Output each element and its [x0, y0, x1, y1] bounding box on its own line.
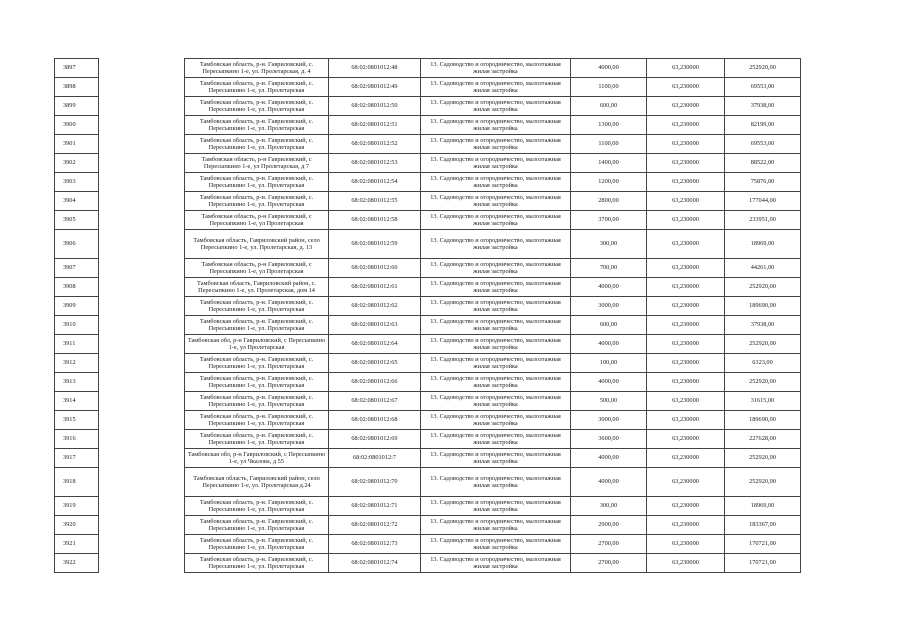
land-use-cell: 13. Садоводство и огородничество, малоэтажная жилая застройка	[421, 411, 571, 430]
blank-cell	[99, 135, 185, 154]
cadastral-value-cell: 177044,00	[725, 192, 801, 211]
land-use-cell: 13. Садоводство и огородничество, малоэтажная жилая застройка	[421, 297, 571, 316]
table-row	[55, 535, 801, 554]
area-cell: 700,00	[571, 259, 647, 278]
row-number: 3921	[55, 535, 99, 554]
area-cell: 1400,00	[571, 154, 647, 173]
specific-value-cell: 63,230000	[647, 192, 725, 211]
land-use-cell: 13. Садоводство и огородничество, малоэтажная жилая застройка	[421, 497, 571, 516]
address-cell: Тамбовская область, р-н. Гавриловский, с. Пересыпкино 1-е, ул. Пролетарская	[185, 135, 329, 154]
specific-value-cell: 63,230000	[647, 278, 725, 297]
address-cell: Тамбовская область, р-н. Гавриловский, с. Пересыпкино 1-е, ул. Пролетарская	[185, 516, 329, 535]
cadastral-number-cell: 68:02:0801012:65	[329, 354, 421, 373]
address-cell: Тамбовская область, р-н. Гавриловский, с. Пересыпкино 1-е, ул. Пролетарская	[185, 297, 329, 316]
land-use-cell: 13. Садоводство и огородничество, малоэтажная жилая застройка	[421, 278, 571, 297]
cadastral-value-cell: 233951,00	[725, 211, 801, 230]
area-cell: 500,00	[571, 392, 647, 411]
area-cell: 4000,00	[571, 468, 647, 497]
area-cell: 4000,00	[571, 449, 647, 468]
area-cell: 4000,00	[571, 335, 647, 354]
land-use-cell: 13. Садоводство и огородничество, малоэтажная жилая застройка	[421, 535, 571, 554]
cadastral-value-cell: 18969,00	[725, 497, 801, 516]
land-use-cell: 13. Садоводство и огородничество, малоэтажная жилая застройка	[421, 192, 571, 211]
area-cell: 3000,00	[571, 411, 647, 430]
cadastral-value-cell: 75876,00	[725, 173, 801, 192]
row-number: 3916	[55, 430, 99, 449]
cadastral-number-cell: 68:02:0801012:52	[329, 135, 421, 154]
land-use-cell: 13. Садоводство и огородничество, малоэтажная жилая застройка	[421, 230, 571, 259]
table-row	[55, 278, 801, 297]
specific-value-cell: 63,230000	[647, 154, 725, 173]
cadastral-number-cell: 68:02:0801012:61	[329, 278, 421, 297]
blank-cell	[99, 116, 185, 135]
table-row	[55, 411, 801, 430]
blank-cell	[99, 230, 185, 259]
address-cell: Тамбовская область, р-н. Гавриловский, с. Пересыпкино 1-е, ул. Пролетарская	[185, 430, 329, 449]
specific-value-cell: 63,230000	[647, 97, 725, 116]
specific-value-cell: 63,230000	[647, 430, 725, 449]
table-row	[55, 211, 801, 230]
specific-value-cell: 63,230000	[647, 497, 725, 516]
cadastral-number-cell: 68:02:0801012:54	[329, 173, 421, 192]
address-cell: Тамбовская область, р-н. Гавриловский, с. Пересыпкино 1-е, ул. Пролетарская, д. 4	[185, 59, 329, 78]
row-number: 3899	[55, 97, 99, 116]
address-cell: Тамбовская область, Гавриловский район, село Пересыпкино 1-е, ул. Пролетарская, д. 13	[185, 230, 329, 259]
specific-value-cell: 63,230000	[647, 354, 725, 373]
cadastral-value-cell: 82199,00	[725, 116, 801, 135]
area-cell: 4000,00	[571, 373, 647, 392]
table-row	[55, 297, 801, 316]
specific-value-cell: 63,230000	[647, 554, 725, 573]
address-cell: Тамбовская область, р-н Гавриловский, с Пересыпкино 1-е, ул Пролетарская	[185, 211, 329, 230]
specific-value-cell: 63,230000	[647, 516, 725, 535]
cadastral-value-cell: 189690,00	[725, 411, 801, 430]
address-cell: Тамбовская обл, р-н Гавриловский, с Пересыпкино 1-е, ул Чкалова, д 55	[185, 449, 329, 468]
row-number: 3918	[55, 468, 99, 497]
specific-value-cell: 63,230000	[647, 468, 725, 497]
specific-value-cell: 63,230000	[647, 135, 725, 154]
area-cell: 2700,00	[571, 535, 647, 554]
area-cell: 300,00	[571, 230, 647, 259]
cadastral-number-cell: 68:02:0801012:55	[329, 192, 421, 211]
specific-value-cell: 63,230000	[647, 59, 725, 78]
table-row	[55, 192, 801, 211]
cadastral-number-cell: 68:02:0801012:69	[329, 430, 421, 449]
blank-cell	[99, 211, 185, 230]
blank-cell	[99, 316, 185, 335]
table-row	[55, 554, 801, 573]
blank-cell	[99, 78, 185, 97]
land-use-cell: 13. Садоводство и огородничество, малоэтажная жилая застройка	[421, 78, 571, 97]
blank-cell	[99, 97, 185, 116]
area-cell: 1100,00	[571, 135, 647, 154]
area-cell: 300,00	[571, 497, 647, 516]
cadastral-value-cell: 252920,00	[725, 468, 801, 497]
cadastral-number-cell: 68:02:0801012:7	[329, 449, 421, 468]
specific-value-cell: 63,230000	[647, 411, 725, 430]
row-number: 3907	[55, 259, 99, 278]
cadastral-number-cell: 68:02:0801012:63	[329, 316, 421, 335]
cadastral-number-cell: 68:02:0801012:72	[329, 516, 421, 535]
address-cell: Тамбовская область, р-н. Гавриловский, с. Пересыпкино 1-е, ул. Пролетарская	[185, 97, 329, 116]
address-cell: Тамбовская область, р-н. Гавриловский, с. Пересыпкино 1-е, ул. Пролетарская	[185, 373, 329, 392]
cadastral-value-cell: 31615,00	[725, 392, 801, 411]
blank-cell	[99, 449, 185, 468]
table-row	[55, 468, 801, 497]
cadastral-value-table	[54, 58, 801, 573]
specific-value-cell: 63,230000	[647, 78, 725, 97]
blank-cell	[99, 173, 185, 192]
cadastral-number-cell: 68:02:0801012:49	[329, 78, 421, 97]
cadastral-value-cell: 44261,00	[725, 259, 801, 278]
land-use-cell: 13. Садоводство и огородничество, малоэтажная жилая застройка	[421, 135, 571, 154]
blank-cell	[99, 497, 185, 516]
table-row	[55, 335, 801, 354]
row-number: 3898	[55, 78, 99, 97]
cadastral-number-cell: 68:02:0801012:66	[329, 373, 421, 392]
land-use-cell: 13. Садоводство и огородничество, малоэтажная жилая застройка	[421, 154, 571, 173]
address-cell: Тамбовская область, р-н Гавриловский, с Пересыпкино 1-е, ул Пролетарская, д 7	[185, 154, 329, 173]
table-row	[55, 316, 801, 335]
land-use-cell: 13. Садоводство и огородничество, малоэтажная жилая застройка	[421, 516, 571, 535]
area-cell: 1200,00	[571, 173, 647, 192]
cadastral-number-cell: 68:02:0801012:48	[329, 59, 421, 78]
land-use-cell: 13. Садоводство и огородничество, малоэтажная жилая застройка	[421, 316, 571, 335]
address-cell: Тамбовская область, р-н. Гавриловский, с. Пересыпкино 1-е, ул. Пролетарская	[185, 411, 329, 430]
land-use-cell: 13. Садоводство и огородничество, малоэтажная жилая застройка	[421, 554, 571, 573]
address-cell: Тамбовская обл, р-н Гавриловский, с Пересыпкино 1-е, ул Пролетарская	[185, 335, 329, 354]
land-use-cell: 13. Садоводство и огородничество, малоэтажная жилая застройка	[421, 354, 571, 373]
table-row	[55, 497, 801, 516]
table-row	[55, 449, 801, 468]
blank-cell	[99, 278, 185, 297]
address-cell: Тамбовская область, р-н Гавриловский, с Пересыпкино 1-е, ул Пролетарская	[185, 259, 329, 278]
specific-value-cell: 63,230000	[647, 392, 725, 411]
cadastral-number-cell: 68:02:0801012:73	[329, 535, 421, 554]
blank-cell	[99, 259, 185, 278]
land-use-cell: 13. Садоводство и огородничество, малоэтажная жилая застройка	[421, 211, 571, 230]
area-cell: 4000,00	[571, 59, 647, 78]
blank-cell	[99, 392, 185, 411]
blank-cell	[99, 411, 185, 430]
land-use-cell: 13. Садоводство и огородничество, малоэтажная жилая застройка	[421, 259, 571, 278]
area-cell: 3700,00	[571, 211, 647, 230]
blank-cell	[99, 354, 185, 373]
address-cell: Тамбовская область, р-н. Гавриловский, с. Пересыпкино 1-е, ул. Пролетарская	[185, 116, 329, 135]
cadastral-value-cell: 252920,00	[725, 278, 801, 297]
address-cell: Тамбовская область, р-н. Гавриловский, с. Пересыпкино 1-е, ул. Пролетарская	[185, 316, 329, 335]
cadastral-value-cell: 69553,00	[725, 135, 801, 154]
table-row	[55, 259, 801, 278]
table-row	[55, 78, 801, 97]
address-cell: Тамбовская область, р-н. Гавриловский, с. Пересыпкино 1-е, ул. Пролетарская	[185, 173, 329, 192]
blank-cell	[99, 192, 185, 211]
cadastral-value-cell: 252920,00	[725, 59, 801, 78]
table-row	[55, 230, 801, 259]
blank-cell	[99, 373, 185, 392]
row-number: 3919	[55, 497, 99, 516]
cadastral-value-cell: 18969,00	[725, 230, 801, 259]
row-number: 3897	[55, 59, 99, 78]
cadastral-number-cell: 68:02:0801012:50	[329, 97, 421, 116]
cadastral-value-cell: 189690,00	[725, 297, 801, 316]
cadastral-value-cell: 183367,00	[725, 516, 801, 535]
row-number: 3915	[55, 411, 99, 430]
specific-value-cell: 63,230000	[647, 259, 725, 278]
blank-cell	[99, 59, 185, 78]
row-number: 3908	[55, 278, 99, 297]
table-row	[55, 354, 801, 373]
land-use-cell: 13. Садоводство и огородничество, малоэтажная жилая застройка	[421, 173, 571, 192]
row-number: 3901	[55, 135, 99, 154]
cadastral-value-cell: 88522,00	[725, 154, 801, 173]
land-use-cell: 13. Садоводство и огородничество, малоэтажная жилая застройка	[421, 59, 571, 78]
specific-value-cell: 63,230000	[647, 211, 725, 230]
blank-cell	[99, 554, 185, 573]
land-use-cell: 13. Садоводство и огородничество, малоэтажная жилая застройка	[421, 392, 571, 411]
row-number: 3909	[55, 297, 99, 316]
row-number: 3902	[55, 154, 99, 173]
blank-cell	[99, 335, 185, 354]
table-body	[55, 59, 801, 573]
land-use-cell: 13. Садоводство и огородничество, малоэтажная жилая застройка	[421, 449, 571, 468]
cadastral-value-cell: 37938,00	[725, 316, 801, 335]
cadastral-value-cell: 252920,00	[725, 373, 801, 392]
specific-value-cell: 63,230000	[647, 373, 725, 392]
cadastral-value-cell: 170721,00	[725, 554, 801, 573]
address-cell: Тамбовская область, р-н. Гавриловский, с. Пересыпкино 1-е, ул. Пролетарская	[185, 535, 329, 554]
area-cell: 1300,00	[571, 116, 647, 135]
cadastral-number-cell: 68:02:0801012:60	[329, 259, 421, 278]
table-row	[55, 116, 801, 135]
row-number: 3920	[55, 516, 99, 535]
blank-cell	[99, 535, 185, 554]
cadastral-number-cell: 68:02:0801012:68	[329, 411, 421, 430]
cadastral-value-cell: 227628,00	[725, 430, 801, 449]
specific-value-cell: 63,230000	[647, 449, 725, 468]
area-cell: 4000,00	[571, 278, 647, 297]
row-number: 3913	[55, 373, 99, 392]
area-cell: 600,00	[571, 316, 647, 335]
specific-value-cell: 63,230000	[647, 230, 725, 259]
row-number: 3900	[55, 116, 99, 135]
address-cell: Тамбовская область, р-н. Гавриловский, с. Пересыпкино 1-е, ул. Пролетарская	[185, 392, 329, 411]
cadastral-value-cell: 37938,00	[725, 97, 801, 116]
table-row	[55, 154, 801, 173]
blank-cell	[99, 154, 185, 173]
table-row	[55, 392, 801, 411]
table-row	[55, 516, 801, 535]
table-row	[55, 373, 801, 392]
cadastral-number-cell: 68:02:0801012:70	[329, 468, 421, 497]
area-cell: 2700,00	[571, 554, 647, 573]
area-cell: 100,00	[571, 354, 647, 373]
row-number: 3914	[55, 392, 99, 411]
cadastral-number-cell: 68:02:0801012:62	[329, 297, 421, 316]
cadastral-number-cell: 68:02:0801012:53	[329, 154, 421, 173]
row-number: 3905	[55, 211, 99, 230]
specific-value-cell: 63,230000	[647, 335, 725, 354]
cadastral-number-cell: 68:02:0801012:74	[329, 554, 421, 573]
row-number: 3911	[55, 335, 99, 354]
address-cell: Тамбовская область, р-н. Гавриловский, с. Пересыпкино 1-е, ул. Пролетарская	[185, 497, 329, 516]
table-row	[55, 173, 801, 192]
table-row	[55, 59, 801, 78]
row-number: 3912	[55, 354, 99, 373]
area-cell: 3000,00	[571, 297, 647, 316]
cadastral-number-cell: 68:02:0801012:59	[329, 230, 421, 259]
cadastral-number-cell: 68:02:0801012:71	[329, 497, 421, 516]
table-row	[55, 135, 801, 154]
address-cell: Тамбовская область, Гавриловский район, село Пересыпкино 1-е, ул. Пролетарская д.24	[185, 468, 329, 497]
row-number: 3906	[55, 230, 99, 259]
blank-cell	[99, 516, 185, 535]
row-number: 3904	[55, 192, 99, 211]
cadastral-number-cell: 68:02:0801012:64	[329, 335, 421, 354]
cadastral-value-cell: 252920,00	[725, 449, 801, 468]
row-number: 3922	[55, 554, 99, 573]
cadastral-number-cell: 68:02:0801012:67	[329, 392, 421, 411]
row-number: 3903	[55, 173, 99, 192]
specific-value-cell: 63,230000	[647, 173, 725, 192]
specific-value-cell: 63,230000	[647, 297, 725, 316]
address-cell: Тамбовская область, р-н. Гавриловский, с. Пересыпкино 1-е, ул. Пролетарская	[185, 192, 329, 211]
row-number: 3910	[55, 316, 99, 335]
blank-cell	[99, 297, 185, 316]
specific-value-cell: 63,230000	[647, 116, 725, 135]
area-cell: 2800,00	[571, 192, 647, 211]
cadastral-number-cell: 68:02:0801012:58	[329, 211, 421, 230]
area-cell: 1100,00	[571, 78, 647, 97]
cadastral-value-cell: 6323,00	[725, 354, 801, 373]
cadastral-number-cell: 68:02:0801012:51	[329, 116, 421, 135]
table-row	[55, 97, 801, 116]
specific-value-cell: 63,230000	[647, 316, 725, 335]
row-number: 3917	[55, 449, 99, 468]
blank-cell	[99, 468, 185, 497]
area-cell: 600,00	[571, 97, 647, 116]
land-use-cell: 13. Садоводство и огородничество, малоэтажная жилая застройка	[421, 97, 571, 116]
land-use-cell: 13. Садоводство и огородничество, малоэтажная жилая застройка	[421, 116, 571, 135]
cadastral-value-cell: 170721,00	[725, 535, 801, 554]
cadastral-value-cell: 69553,00	[725, 78, 801, 97]
address-cell: Тамбовская область, Гавриловский район, с. Пересыпкино 1-е, ул. Пролетарская, дом 14	[185, 278, 329, 297]
address-cell: Тамбовская область, р-н. Гавриловский, с. Пересыпкино 1-е, ул. Пролетарская	[185, 554, 329, 573]
land-use-cell: 13. Садоводство и огородничество, малоэтажная жилая застройка	[421, 335, 571, 354]
specific-value-cell: 63,230000	[647, 535, 725, 554]
land-use-cell: 13. Садоводство и огородничество, малоэтажная жилая застройка	[421, 468, 571, 497]
address-cell: Тамбовская область, р-н. Гавриловский, с. Пересыпкино 1-е, ул. Пролетарская	[185, 354, 329, 373]
land-use-cell: 13. Садоводство и огородничество, малоэтажная жилая застройка	[421, 373, 571, 392]
cadastral-value-cell: 252920,00	[725, 335, 801, 354]
blank-cell	[99, 430, 185, 449]
address-cell: Тамбовская область, р-н. Гавриловский, с. Пересыпкино 1-е, ул. Пролетарская	[185, 78, 329, 97]
area-cell: 2900,00	[571, 516, 647, 535]
land-use-cell: 13. Садоводство и огородничество, малоэтажная жилая застройка	[421, 430, 571, 449]
table-row	[55, 430, 801, 449]
area-cell: 3600,00	[571, 430, 647, 449]
